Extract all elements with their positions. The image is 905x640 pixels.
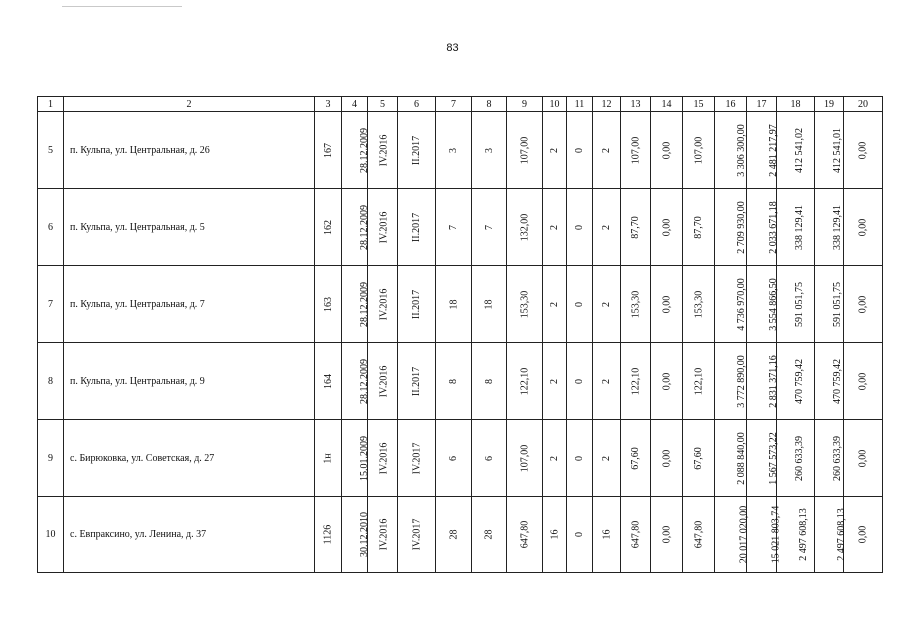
- table-cell: [651, 112, 683, 189]
- cell-value: 167: [322, 142, 334, 158]
- table-cell: [368, 497, 398, 573]
- column-header: 3: [315, 97, 342, 112]
- cell-value: IV.2017: [410, 518, 422, 551]
- table-cell: [543, 497, 567, 573]
- table-cell: [436, 420, 472, 497]
- table-cell: [342, 112, 368, 189]
- cell-value: 28: [483, 529, 495, 540]
- cell-value: II.2017: [410, 289, 422, 319]
- cell-value: 4 736 970,00: [735, 277, 747, 331]
- cell-value: 2: [601, 378, 612, 384]
- cell-value: 6: [448, 455, 459, 461]
- cell-value: 28.12.2009: [359, 127, 370, 173]
- cell-value: 2: [549, 455, 560, 461]
- table-cell: [368, 420, 398, 497]
- cell-value: 2 088 840,00: [735, 431, 747, 485]
- table-cell: [472, 420, 507, 497]
- table-cell: [567, 189, 593, 266]
- table-cell: [777, 497, 815, 573]
- cell-value: 0,00: [661, 218, 672, 236]
- table-cell: [747, 112, 777, 189]
- table-body: [38, 112, 883, 573]
- table-cell: [815, 112, 844, 189]
- table-cell: [777, 266, 815, 343]
- table-cell: [368, 112, 398, 189]
- table-cell: [472, 343, 507, 420]
- table-cell: [543, 266, 567, 343]
- table-cell: [543, 420, 567, 497]
- column-header: 8: [472, 97, 507, 112]
- table-cell: [683, 266, 715, 343]
- cell-value: IV.2016: [378, 365, 390, 397]
- cell-value: 18: [448, 299, 459, 309]
- column-header: 4: [342, 97, 368, 112]
- cell-value: IV.2016: [378, 211, 390, 243]
- table-row: [38, 266, 883, 343]
- column-header: 7: [436, 97, 472, 112]
- table-cell: [543, 112, 567, 189]
- cell-value: 0,00: [857, 525, 869, 544]
- column-header: 15: [683, 97, 715, 112]
- cell-value: 3 306 300,00: [735, 123, 747, 177]
- cell-value: IV.2016: [378, 518, 390, 551]
- table-cell: [621, 420, 651, 497]
- table-cell: [844, 266, 883, 343]
- cell-value: 3 554 866,50: [767, 277, 779, 331]
- table-cell: [472, 497, 507, 573]
- data-table: [37, 96, 883, 573]
- table-cell: [651, 420, 683, 497]
- table-cell: [398, 343, 436, 420]
- cell-value: 2: [601, 455, 612, 461]
- cell-value: 28.12.2009: [359, 281, 370, 327]
- table-cell: [543, 189, 567, 266]
- address-cell: с. Бирюковка, ул. Советская, д. 27: [64, 420, 315, 497]
- cell-value: 164: [322, 373, 334, 389]
- cell-value: II.2017: [410, 212, 422, 242]
- table-cell: [567, 112, 593, 189]
- cell-value: 260 633,39: [794, 435, 805, 481]
- cell-value: 2: [549, 147, 560, 153]
- table-cell: [651, 497, 683, 573]
- table-cell: [844, 420, 883, 497]
- table-cell: [315, 189, 342, 266]
- cell-value: 0,00: [857, 141, 869, 159]
- table-cell: [507, 420, 543, 497]
- table-cell: [507, 343, 543, 420]
- table-cell: [398, 420, 436, 497]
- cell-value: 2 481 217,97: [767, 123, 779, 177]
- cell-value: IV.2017: [410, 442, 422, 474]
- table-cell: [436, 497, 472, 573]
- cell-value: 0: [574, 301, 585, 307]
- cell-value: 1 567 573,22: [767, 431, 779, 485]
- column-header: 9: [507, 97, 543, 112]
- column-header: 17: [747, 97, 777, 112]
- cell-value: 338 129,41: [832, 204, 843, 250]
- cell-value: 16: [549, 529, 560, 540]
- column-header: 6: [398, 97, 436, 112]
- table-row: [38, 420, 883, 497]
- cell-value: 18: [483, 299, 495, 309]
- cell-value: 153,30: [630, 290, 641, 318]
- table-row: [38, 497, 883, 573]
- cell-value: 15 021 803,74: [770, 505, 782, 564]
- cell-value: 0,00: [661, 295, 672, 313]
- cell-value: 0: [574, 378, 585, 384]
- table-cell: [815, 343, 844, 420]
- table-cell: [777, 343, 815, 420]
- cell-value: 2 497 608,13: [835, 508, 847, 561]
- cell-value: II.2017: [410, 135, 422, 165]
- table-cell: [472, 112, 507, 189]
- table-cell: [621, 189, 651, 266]
- cell-value: 3: [483, 147, 495, 153]
- table-cell: [543, 343, 567, 420]
- table-row: [38, 343, 883, 420]
- cell-value: 2: [601, 147, 612, 153]
- column-header: 19: [815, 97, 844, 112]
- cell-value: 122,10: [630, 367, 641, 395]
- table-cell: [315, 497, 342, 573]
- table-cell: [593, 497, 621, 573]
- page-number: 83: [446, 42, 459, 54]
- cell-value: 7: [483, 224, 495, 230]
- table-cell: [747, 343, 777, 420]
- table-cell: [507, 266, 543, 343]
- cell-value: 2 033 671,18: [767, 200, 779, 254]
- table-cell: [715, 112, 747, 189]
- table-cell: [683, 189, 715, 266]
- cell-value: 0: [574, 224, 585, 230]
- table-cell: [651, 343, 683, 420]
- table-cell: [368, 189, 398, 266]
- column-header: 10: [543, 97, 567, 112]
- table-cell: [567, 497, 593, 573]
- cell-value: 20 017 020,00: [738, 505, 750, 564]
- table-cell: [398, 266, 436, 343]
- column-header: 16: [715, 97, 747, 112]
- cell-value: 107,00: [519, 136, 530, 164]
- address-cell: п. Кульпа, ул. Центральная, д. 5: [64, 189, 315, 266]
- table-cell: [683, 497, 715, 573]
- address-cell: п. Кульпа, ул. Центральная, д. 26: [64, 112, 315, 189]
- table-cell: [436, 189, 472, 266]
- table-cell: [567, 266, 593, 343]
- cell-value: 67,60: [693, 446, 704, 470]
- table-cell: [507, 497, 543, 573]
- row-number-cell: 7: [38, 266, 64, 343]
- table-cell: [315, 343, 342, 420]
- cell-value: 3: [448, 147, 459, 153]
- table-cell: [342, 420, 368, 497]
- cell-value: 2 497 608,13: [797, 508, 809, 561]
- row-number-cell: 10: [38, 497, 64, 573]
- table-cell: [844, 497, 883, 573]
- table-cell: [621, 497, 651, 573]
- row-number-cell: 8: [38, 343, 64, 420]
- address-cell: п. Кульпа, ул. Центральная, д. 7: [64, 266, 315, 343]
- cell-value: 28.12.2009: [359, 358, 370, 404]
- cell-value: 0: [574, 147, 585, 153]
- cell-value: 7: [448, 224, 459, 230]
- table-row: [38, 189, 883, 266]
- table-cell: [683, 343, 715, 420]
- table-cell: [593, 112, 621, 189]
- table-cell: [844, 189, 883, 266]
- cell-value: 107,00: [630, 136, 641, 164]
- cell-value: IV.2016: [378, 288, 390, 320]
- table-cell: [621, 112, 651, 189]
- column-header: 11: [567, 97, 593, 112]
- table-cell: [621, 343, 651, 420]
- table-cell: [398, 189, 436, 266]
- column-header: 13: [621, 97, 651, 112]
- table-cell: [315, 112, 342, 189]
- cell-value: 0,00: [857, 449, 869, 467]
- cell-value: 153,30: [693, 290, 704, 318]
- table-cell: [651, 266, 683, 343]
- table-cell: [567, 343, 593, 420]
- cell-value: 591 051,75: [832, 281, 843, 327]
- column-header: 12: [593, 97, 621, 112]
- cell-value: 591 051,75: [794, 281, 805, 327]
- cell-value: 2 831 371,16: [767, 354, 779, 408]
- cell-value: 0,00: [661, 449, 672, 467]
- header-row: [38, 97, 883, 112]
- table-cell: [436, 266, 472, 343]
- cell-value: 163: [322, 296, 334, 312]
- column-header: 5: [368, 97, 398, 112]
- cell-value: 412 541,01: [832, 127, 843, 173]
- cell-value: 30.12.2010: [359, 512, 370, 557]
- cell-value: 2 709 930,00: [735, 200, 747, 254]
- cell-value: 260 633,39: [832, 435, 843, 481]
- cell-value: 153,30: [519, 290, 530, 318]
- table-cell: [844, 343, 883, 420]
- table-cell: [315, 420, 342, 497]
- table-cell: [593, 266, 621, 343]
- table-cell: [715, 420, 747, 497]
- table-cell: [715, 266, 747, 343]
- table-cell: [398, 112, 436, 189]
- cell-value: 647,80: [519, 520, 530, 549]
- cell-value: 122,10: [693, 367, 704, 395]
- cell-value: 8: [448, 378, 459, 384]
- cell-value: 15.01.2009: [359, 435, 370, 481]
- cell-value: 107,00: [693, 136, 704, 164]
- cell-value: 470 759,42: [832, 358, 843, 404]
- table-cell: [398, 497, 436, 573]
- cell-value: 8: [483, 378, 495, 384]
- cell-value: 647,80: [630, 520, 641, 549]
- cell-value: 107,00: [519, 444, 530, 472]
- table-cell: [777, 189, 815, 266]
- cell-value: 2: [549, 378, 560, 384]
- table-cell: [342, 343, 368, 420]
- table-cell: [715, 497, 750, 573]
- cell-value: 470 759,42: [794, 358, 805, 404]
- column-header: 18: [777, 97, 815, 112]
- table-cell: [368, 343, 398, 420]
- cell-value: 1126: [322, 524, 334, 545]
- cell-value: 2: [601, 301, 612, 307]
- cell-value: 16: [601, 529, 612, 540]
- cell-value: 162: [322, 219, 334, 235]
- table-cell: [342, 189, 368, 266]
- cell-value: 0,00: [857, 372, 869, 390]
- cell-value: 0,00: [661, 372, 672, 390]
- table-header: [38, 97, 883, 112]
- cell-value: 647,80: [693, 520, 704, 549]
- cell-value: 6: [483, 455, 495, 461]
- cell-value: 67,60: [630, 446, 641, 470]
- table-cell: [747, 189, 777, 266]
- cell-value: 0: [574, 532, 585, 537]
- table-cell: [844, 112, 883, 189]
- table-cell: [567, 420, 593, 497]
- table-cell: [507, 189, 543, 266]
- scan-artifact: [62, 6, 182, 7]
- cell-value: 2: [549, 224, 560, 230]
- cell-value: IV.2016: [378, 134, 390, 166]
- table-cell: [815, 189, 844, 266]
- table-cell: [747, 266, 777, 343]
- table-cell: [815, 420, 844, 497]
- table-cell: [621, 266, 651, 343]
- address-cell: с. Евпраксино, ул. Ленина, д. 37: [64, 497, 315, 573]
- column-header: 14: [651, 97, 683, 112]
- row-number-cell: 6: [38, 189, 64, 266]
- cell-value: 1н: [322, 452, 334, 464]
- cell-value: 2: [601, 224, 612, 230]
- cell-value: 0: [574, 455, 585, 461]
- cell-value: 132,00: [519, 213, 530, 241]
- cell-value: II.2017: [410, 366, 422, 396]
- row-number-cell: 5: [38, 112, 64, 189]
- table-cell: [747, 420, 777, 497]
- cell-value: 0,00: [661, 525, 672, 544]
- table-cell: [315, 266, 342, 343]
- cell-value: IV.2016: [378, 442, 390, 474]
- cell-value: 412 541,02: [794, 127, 805, 173]
- table-cell: [593, 420, 621, 497]
- table-cell: [342, 497, 368, 573]
- cell-value: 0,00: [857, 295, 869, 313]
- table-cell: [715, 189, 747, 266]
- table-cell: [683, 112, 715, 189]
- cell-value: 0,00: [661, 141, 672, 159]
- table-cell: [715, 343, 747, 420]
- table-cell: [436, 112, 472, 189]
- cell-value: 122,10: [519, 367, 530, 395]
- cell-value: 0,00: [857, 218, 869, 236]
- row-number-cell: 9: [38, 420, 64, 497]
- table-cell: [815, 266, 844, 343]
- table-cell: [815, 497, 847, 573]
- column-header: 2: [64, 97, 315, 112]
- cell-value: 3 772 890,00: [735, 354, 747, 408]
- table-cell: [747, 497, 782, 573]
- table-cell: [368, 266, 398, 343]
- column-header: 1: [38, 97, 64, 112]
- table-cell: [472, 266, 507, 343]
- table-cell: [777, 112, 815, 189]
- table-cell: [507, 112, 543, 189]
- cell-value: 2: [549, 301, 560, 307]
- address-cell: п. Кульпа, ул. Центральная, д. 9: [64, 343, 315, 420]
- cell-value: 28: [448, 529, 459, 540]
- table-row: [38, 112, 883, 189]
- table-cell: [472, 189, 507, 266]
- table-cell: [436, 343, 472, 420]
- table-cell: [593, 343, 621, 420]
- table-cell: [593, 189, 621, 266]
- cell-value: 87,70: [630, 215, 641, 239]
- table-cell: [683, 420, 715, 497]
- column-header: 20: [844, 97, 883, 112]
- table-cell: [342, 266, 368, 343]
- table-cell: [651, 189, 683, 266]
- cell-value: 28.12.2009: [359, 204, 370, 250]
- table-cell: [777, 420, 815, 497]
- cell-value: 338 129,41: [794, 204, 805, 250]
- cell-value: 87,70: [693, 215, 704, 239]
